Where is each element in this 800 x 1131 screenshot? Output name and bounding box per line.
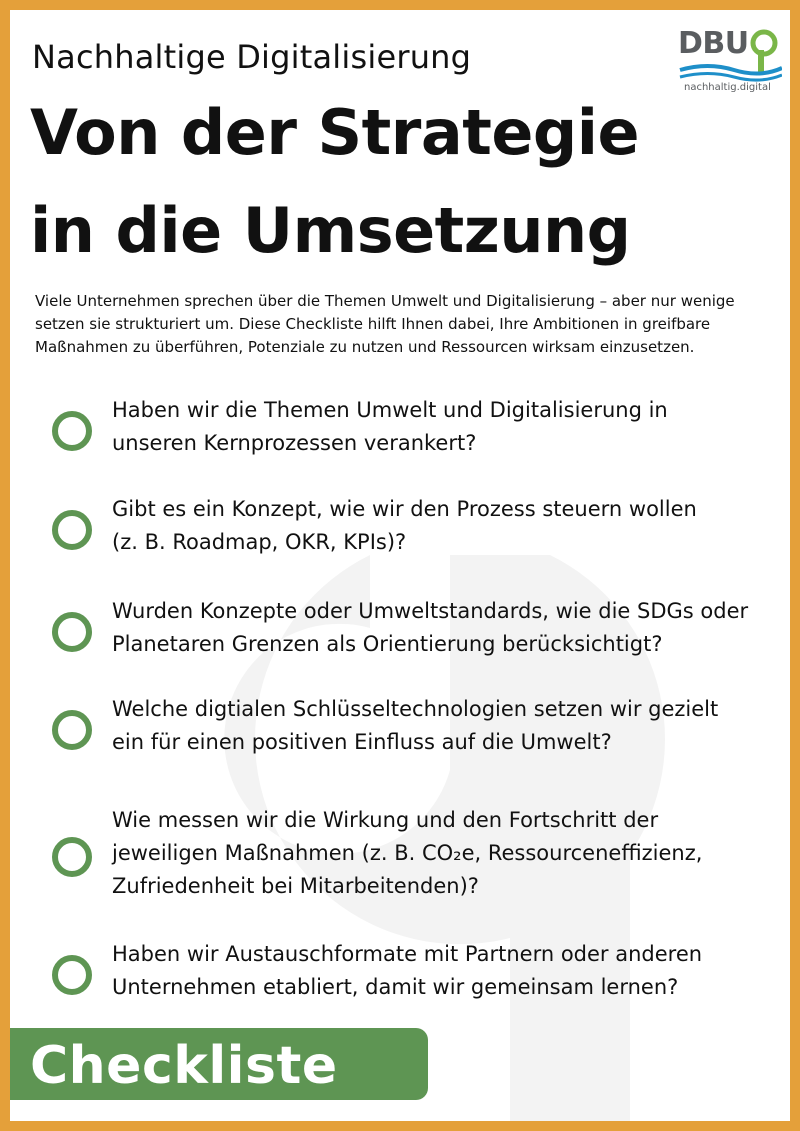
dbu-logo [678,20,782,100]
title-line-1: Von der Strategie [30,96,640,169]
checkbox-circle-icon[interactable] [52,411,92,451]
checkbox-circle-icon[interactable] [52,955,92,995]
intro-paragraph: Viele Unternehmen sprechen über die Themen Umwelt und Digitalisierung – aber nur wenige setzen sie strukturiert um. Diese Checkliste hilft Ihnen dabei, Ihre Ambitionen in greifbare Maßnahmen zu überführen, Potenziale zu nutzen und Ressourcen wirksam einzusetzen. [35,292,735,356]
checkbox-circle-icon[interactable] [52,510,92,550]
page-subtitle: Nachhaltige Digitalisierung [32,38,472,76]
logo-text: DBU [678,26,749,61]
checklist-item-text: Haben wir Austauschformate mit Partnern oder anderen Unternehmen etabliert, damit wir gemeinsam lernen? [112,942,703,999]
page-title [30,84,639,280]
checklist-item-text: Wurden Konzepte oder Umweltstandards, wie die SDGs oder Planetaren Grenzen als Orientierung berücksichtigt? [112,599,749,656]
logo-tagline: nachhaltig.digital [684,82,771,93]
checklist-item-text: Haben wir die Themen Umwelt und Digitalisierung in unseren Kernprozessen verankert? [112,398,668,455]
checkliste-banner [10,1028,428,1100]
checklist-item-text: Gibt es ein Konzept, wie wir den Prozess steuern wollen (z. B. Roadmap, OKR, KPIs)? [112,497,697,554]
checkbox-circle-icon[interactable] [52,837,92,877]
checklist-page [10,10,790,1121]
title-line-2: in die Umsetzung [30,194,631,267]
checklist-item-text: Wie messen wir die Wirkung und den Fortschritt der jeweiligen Maßnahmen (z. B. CO₂e, Ressourceneffizienz, Zufriedenheit bei Mitarbeitenden)? [112,808,703,898]
banner-label: Checkliste [30,1036,338,1096]
checkbox-circle-icon[interactable] [52,710,92,750]
checklist-item-text: Welche digtialen Schlüsseltechnologien setzen wir gezielt ein für einen positiven Einfluss auf die Umwelt? [112,697,719,754]
checkbox-circle-icon[interactable] [52,612,92,652]
